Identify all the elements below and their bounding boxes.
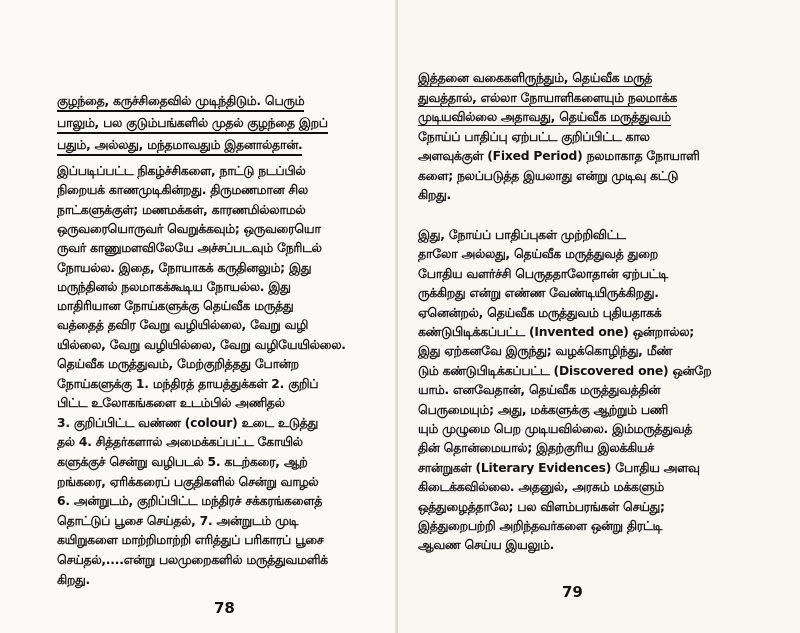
text-line: தெய்வீக மருத்துவம், மேற்குறித்தது போன்ற — [57, 357, 299, 371]
text-line: மாதிரியான நோய்களுக்கு தெய்வீக மருத்து — [57, 299, 294, 314]
text-line: இத்தனை வகைகளிருந்தும், தெய்வீக மருத் — [418, 71, 653, 85]
text-line: பதும், அல்லது, மந்தமாவதும் இதனால்தான். — [57, 137, 302, 156]
text-line: பாலும், பல குடும்பங்களில் முதல் குழந்தை இறப் — [57, 115, 328, 134]
text-line: ஆவண செய்ய இயலும். — [418, 538, 555, 553]
page-number-left: 78 — [214, 599, 235, 617]
text-line: முடியவில்லை அதாவது, தெய்வீக மருத்துவம் — [418, 110, 671, 124]
text-line: தின் தொன்மையால்; இதற்குரிய இலக்கியச் — [418, 441, 654, 456]
text-line: றங்கரை, ஏரிக்கரைப் பகுதிகளில் சென்று வாழல் — [57, 474, 319, 489]
text-line: டும் கண்டுபிடிக்கப்பட்ட (Discovered one) ஒன்றே — [418, 363, 712, 378]
text-line: யும் முழுமை பெற முடியவில்லை. இம்மருத்துவத் — [418, 422, 693, 436]
text-line: இப்படிப்பட்ட நிகழ்ச்சிகளை, நாட்டு நடப்பில் — [57, 164, 306, 178]
text-line: தாலோ அல்லது, தெய்வீக மருத்துவத் துறை — [418, 247, 658, 262]
text-line: பிட்ட உலோகங்களை உடம்பில் அணிதல் — [57, 396, 285, 411]
text-line: வத்தைத் தவிர வேறு வழியில்லை, வேறு வழி — [57, 318, 309, 333]
text-line: குழந்தை, கருச்சிதைவில் முடிந்திடும். பெரும் — [57, 93, 304, 112]
text-line: கிறது. — [418, 188, 451, 202]
text-line: ஒருவரையொருவர் வெறுக்கவும்; ஒருவரையொ — [57, 221, 321, 236]
text-line: யாம். எனவேதான், தெய்வீக மருத்துவத்தின் — [418, 383, 661, 398]
text-line: கண்டுபிடிக்கப்பட்ட (Invented one) ஒன்றால்ல; — [418, 325, 694, 339]
text-line: மருந்தினல் நலமாகக்கூடிய நோயல்ல. இது — [57, 279, 291, 294]
text-line: நிறையக் காணமுடிகின்றது. திருமணமான சில — [57, 183, 308, 198]
left-page — [0, 0, 398, 633]
text-line: கயிறுகளை மாற்றிமாற்றி எரித்துப் பரிகாரப் பூசை — [57, 533, 324, 548]
text-line: செய்தல்,....என்று பலமுறைகளில் மருத்துவமளிக் — [57, 553, 328, 567]
text-line: 3. குறிப்பிட்ட வண்ண (colour) உடை உடுத்து — [57, 415, 318, 430]
text-line: கிறது. — [57, 572, 90, 587]
text-line: சான்றுகள் (Literary Evidences) போதிய அளவு — [418, 460, 700, 475]
text-line: ருக்கிறது என்று எண்ண வேண்டியிருக்கிறது. — [418, 286, 659, 301]
text-line: 6. அன்றுடம், குறிப்பிட்ட மந்திரச் சக்கரங்களைத் — [57, 494, 323, 509]
text-line: களுக்குச் சென்று வழிபடல் 5. கடற்கரை, ஆற் — [57, 455, 308, 469]
text-line: இது, நோய்ப் பாதிப்புகள் முற்றிவிட்ட — [418, 228, 626, 242]
text-line: துவத்தால், எல்லா நோயாளிகளையும் நலமாக்க — [418, 90, 678, 105]
text-line: ருவர் காணுமளவிலேயே அச்சப்படவும் நேரிடல் — [57, 241, 322, 256]
page-number-right: 79 — [562, 583, 583, 601]
text-line: நோய்ப் பாதிப்பு ஏற்பட்ட குறிப்பிட்ட கால — [418, 129, 650, 144]
text-line: ஏனென்றல், தெய்வீக மருத்துவம் புதியதாகக் — [418, 305, 662, 320]
text-line: நாட்களுக்குள்; மணமக்கள், காரணமில்லாமல் — [57, 202, 306, 217]
text-line: பெருமையும்; அது, மக்களுக்கு ஆற்றும் பணி — [418, 402, 668, 417]
right-page — [398, 0, 800, 633]
text-line: யில்லை, வேறு வழியில்லை, வேறு வழியேயில்லை. — [57, 337, 346, 352]
text-line: ஒத்துழைத்தாலே; பல விளம்பரங்கள் செய்து; — [418, 499, 665, 514]
text-line: இது ஏற்கனவே இருந்து; வழக்கொழிந்து, மீண் — [418, 344, 672, 359]
text-line: தல் 4. சித்தர்களால் அமைக்கப்பட்ட கோயில் — [57, 435, 303, 450]
text-line: களை; நலப்படுத்த இயலாது என்று முடிவு கட்டு — [418, 168, 679, 183]
text-line: நோய்களுக்கு 1. மந்திரத் தாயத்துக்கள் 2. குறிப் — [57, 376, 319, 391]
text-line: இத்துறைபற்றி அறிந்தவர்களை ஒன்று திரட்டி — [418, 519, 663, 533]
text-line: நோயல்ல. இதை, நோயாகக் கருதினலும்; இது — [57, 260, 312, 275]
text-line: தொட்டுப் பூசை செய்தல், 7. அன்றுடம் முடி — [57, 513, 299, 528]
text-line: போதிய வளர்ச்சி பெருததாலோதான் ஏற்பட்டி — [418, 266, 668, 281]
text-line: அளவுக்குள் (Fixed Period) நலமாகாத நோயாளி — [418, 149, 700, 163]
text-line: கிடைக்கவில்லை. அதனுல், அரசும் மக்களும் — [418, 480, 664, 495]
